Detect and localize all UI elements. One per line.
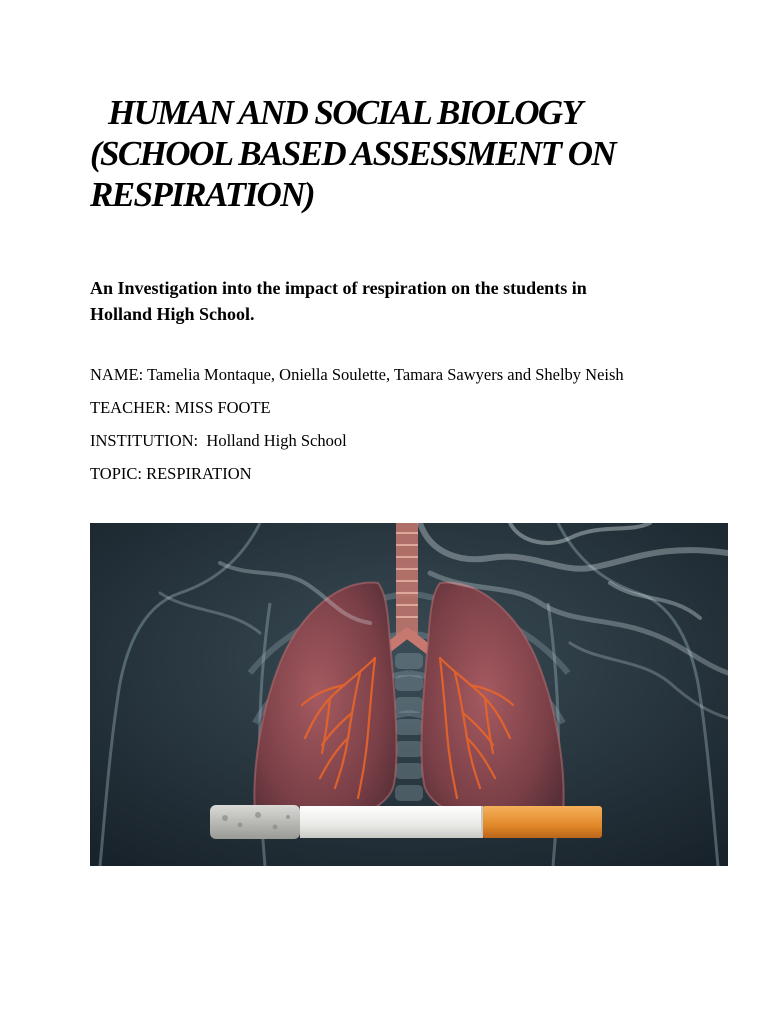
document-title: [90, 92, 710, 215]
document-subtitle: [90, 275, 690, 327]
institution-value: Holland High School: [206, 431, 347, 450]
cigarette-filter: [482, 806, 602, 838]
lungs-illustration: [90, 523, 728, 866]
subtitle-line-1: An Investigation into the impact of respiration on the students in: [90, 278, 587, 298]
cigarette: [210, 805, 602, 839]
teacher-value: MISS FOOTE: [174, 398, 271, 417]
cigarette-paper: [300, 806, 482, 838]
institution-line: [90, 431, 730, 451]
lungs-cigarette-image: [90, 523, 728, 866]
institution-label: INSTITUTION:: [90, 431, 199, 450]
name-line: [90, 365, 730, 385]
name-label: NAME:: [90, 365, 144, 384]
title-line-2: (SCHOOL BASED ASSESSMENT ON: [90, 134, 616, 173]
teacher-line: [90, 398, 730, 418]
title-line-3: RESPIRATION): [90, 175, 314, 214]
title-line-1: HUMAN AND SOCIAL BIOLOGY: [108, 93, 582, 132]
name-value: Tamelia Montaque, Oniella Soulette, Tamara Sawyers and Shelby Neish: [147, 365, 624, 384]
subtitle-line-2: Holland High School.: [90, 304, 255, 324]
topic-line: [90, 464, 730, 484]
teacher-label: TEACHER:: [90, 398, 171, 417]
spine: [395, 653, 423, 801]
topic-value: RESPIRATION: [146, 464, 252, 483]
topic-label: TOPIC:: [90, 464, 142, 483]
cigarette-ash: [210, 805, 300, 839]
